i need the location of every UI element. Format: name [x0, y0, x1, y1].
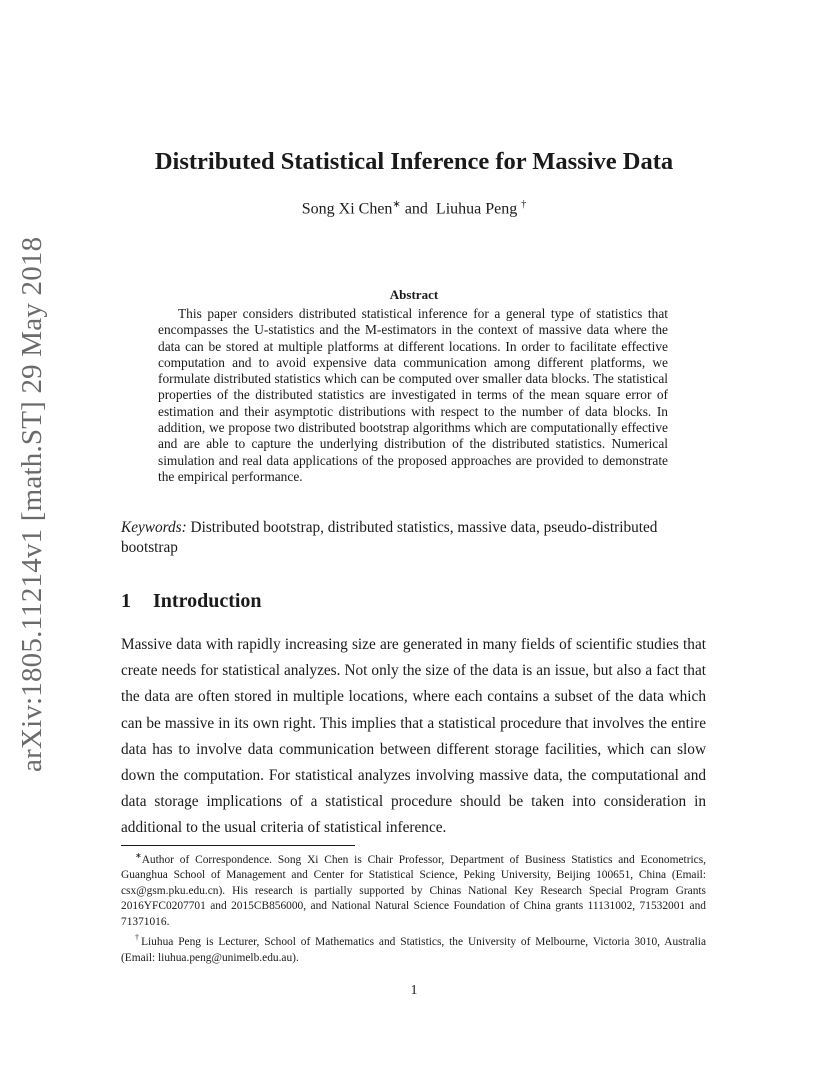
keywords-text: Distributed bootstrap, distributed statistics, massive data, pseudo-distributed bootstrap — [121, 519, 658, 556]
footnotes — [121, 848, 706, 966]
keywords-label: Keywords: — [121, 519, 187, 536]
footnote-mark: ∗ — [135, 851, 142, 860]
section-heading — [121, 590, 262, 613]
author-name: Song Xi Chen — [301, 200, 393, 218]
footnote-text: Liuhua Peng is Lecturer, School of Mathematics and Statistics, the University of Melbourne, Victoria 3010, Australia (Email: liuhua.peng@unimelb.edu.au). — [121, 936, 707, 964]
introduction-paragraph: Massive data with rapidly increasing size are generated in many fields of scientific studies that create needs for statistical analyzes. Not only the size of the data is an issue, but also a fact that the data are often stored in multiple locations, where each contains a subset of the data which can be massive in its own right. This implies that a statistical procedure that involves the entire data has to involve data communication between different storage facilities, which can slow down the computation. For statistical analyzes involving massive data, the computational and data storage implications of a statistical procedure should be taken into consideration in additional to the usual criteria of statistical inference. — [121, 636, 706, 837]
footnote-divider — [121, 845, 355, 846]
footnote — [121, 930, 706, 966]
arxiv-identifier: arXiv:1805.11214v1 [math.ST] 29 May 2018 — [16, 236, 48, 772]
abstract-text: This paper considers distributed statistical inference for a general type of statistics that encompasses the U-statistics and the M-estimators in the context of massive data where the data can be stored at multiple platforms at different locations. In order to facilitate effective computation and to avoid expensive data communication among different platforms, we formulate distributed statistics which can be computed over smaller data blocks. The statistical properties of the distributed statistics are investigated in terms of the mean square error of estimation and their asymptotic distributions with respect to the number of data blocks. In addition, we propose two distributed bootstrap algorithms which are computationally effective and are able to capture the underlying distribution of the distributed statistics. Numerical simulation and real data applications of the proposed approaches are provided to demonstrate the empirical performance. — [158, 306, 668, 484]
footnote-mark: † — [135, 933, 142, 943]
footnote — [121, 848, 706, 930]
keywords — [121, 518, 706, 557]
author-footnote-mark: † — [521, 199, 527, 210]
abstract-heading: Abstract — [389, 287, 439, 302]
section-title: Introduction — [153, 590, 262, 612]
author-line — [0, 199, 828, 218]
page-number: 1 — [410, 983, 418, 998]
author-conjunction: and — [404, 200, 428, 218]
section-number: 1 — [121, 590, 131, 612]
paper-title: Distributed Statistical Inference for Massive Data — [154, 148, 674, 175]
author-name: Liuhua Peng — [435, 200, 518, 218]
footnote-text: Author of Correspondence. Song Xi Chen is Chair Professor, Department of Business Statistics and Econometrics, Guanghua School of Management and Center for Statistical Science, Peking University, Beijing 100651, China (Email: csx@gsm.pku.edu.cn). His research is partially supported by Chinas National Key Research Special Program Grants 2016YFC0207701 and 2015CB856000, and National Natural Science Foundation of China grants 11131002, 71532001 and 71371016. — [121, 853, 706, 928]
author-footnote-mark: ∗ — [392, 199, 401, 210]
